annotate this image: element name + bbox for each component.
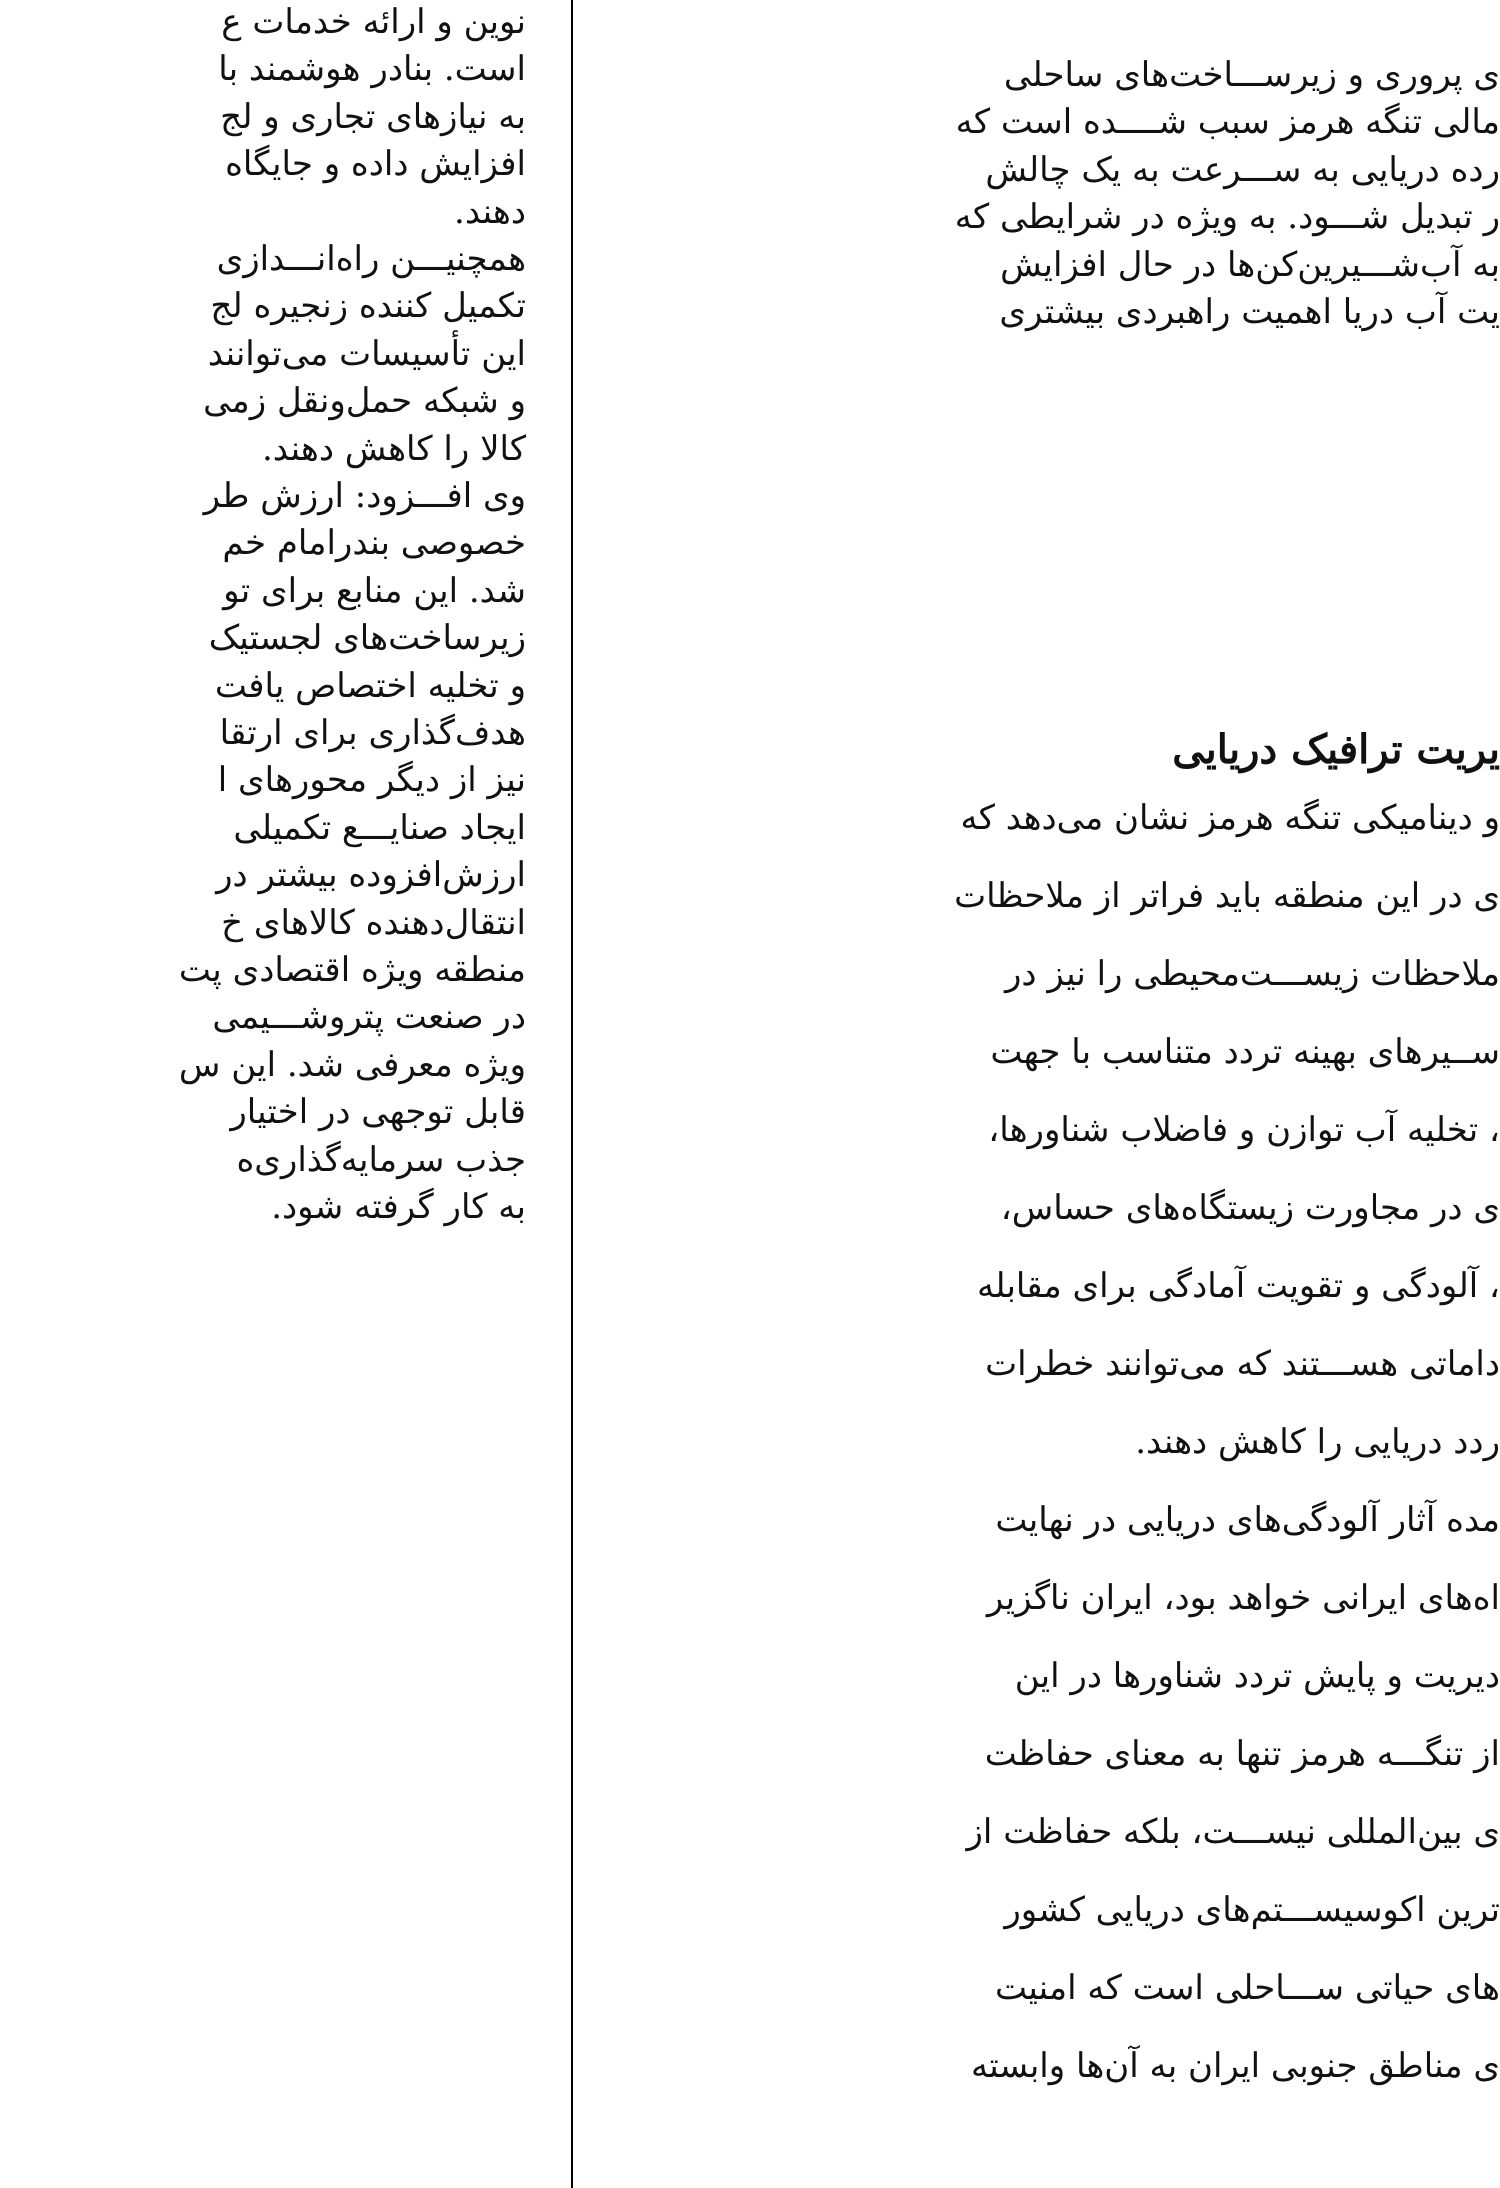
text-line: تکمیل کننده زنجیره لج — [210, 286, 526, 327]
text-line: همچنیـــن راه‌انـــدازی — [216, 239, 526, 279]
text-line: نوین و ارائه خدمات ع — [221, 2, 526, 42]
text-line: جذب سرمایه‌گذاری‌ه — [236, 1139, 526, 1180]
text-line: اه‌های ایرانی خواهد بود، ایران ناگزیر — [986, 1578, 1500, 1618]
text-line: ی بین‌المللی نیســـت، بلکه حفاظت از — [966, 1812, 1500, 1852]
text-line: دیریت و پایش تردد شناورها در این — [1014, 1656, 1500, 1696]
section-heading: یریت ترافیک دریایی — [1172, 726, 1500, 773]
text-line: مده آثار آلودگی‌های دریایی در نهایت — [995, 1500, 1500, 1540]
text-line: ســیرهای بهینه تردد متناسب با جهت — [990, 1032, 1500, 1072]
text-line: خصوصی بندرامام خم — [222, 523, 526, 564]
text-line: هدف‌گذاری برای ارتقا — [219, 713, 526, 753]
text-line: ر تبدیل شـــود. به ویژه در شرایطی که — [954, 197, 1500, 238]
text-line: انتقال‌دهنده کالاهای خ — [221, 902, 526, 943]
text-line: این تأسیسات می‌توانند — [207, 333, 526, 374]
text-line: ی پروری و زیرســـاخت‌های ساحلی — [1003, 55, 1500, 95]
text-line: رده دریایی به ســـرعت به یک چالش — [985, 149, 1500, 190]
text-line: ، تخلیه آب توازن و فاضلاب شناورها، — [988, 1110, 1500, 1150]
text-line: وی افـــزود: ارزش طر — [203, 476, 526, 516]
text-line: قابل توجهی در اختیار — [230, 1092, 526, 1133]
text-line: نیز از دیگر محورهای ا — [217, 760, 526, 801]
left-column — [0, 0, 571, 2188]
text-line: به نیازهای تجاری و لج — [220, 96, 526, 137]
text-line: ی در این منطقه باید فراتر از ملاحظات — [954, 876, 1500, 916]
text-line: داماتی هســـتند که می‌توانند خطرات — [985, 1344, 1500, 1384]
text-line: های حیاتی ســـاحلی است که امنیت — [994, 1968, 1500, 2008]
text-line: ارزش‌افزوده بیشتر در — [216, 855, 526, 896]
text-line: افزایش داده و جایگاه — [225, 144, 526, 185]
text-line: ردد دریایی را کاهش دهند. — [1135, 1422, 1500, 1462]
text-line: مالی تنگه هرمز سبب شــــده است که — [955, 102, 1500, 143]
text-line: و دینامیکی تنگه هرمز نشان می‌دهد که — [960, 798, 1500, 838]
text-line: کالا را کاهش دهند. — [261, 428, 526, 469]
text-line: دهند. — [454, 191, 526, 232]
text-line: است. بنادر هوشمند با — [218, 49, 526, 90]
text-line: شد. این منابع برای تو — [223, 570, 526, 611]
text-line: ملاحظات زیســـت‌محیطی را نیز در — [1004, 954, 1500, 994]
right-column — [572, 0, 1500, 2188]
text-line: منطقه ویژه اقتصادی پت — [178, 950, 526, 990]
text-line: از تنگـــه هرمز تنها به معنای حفاظت — [984, 1734, 1500, 1774]
text-line: زیرساخت‌های لجستیک — [208, 618, 526, 659]
text-line: در صنعت پتروشـــیمی — [212, 997, 526, 1038]
text-line: و شبکه حمل‌ونقل زمی — [203, 381, 526, 422]
text-line: ی در مجاورت زیستگاه‌های حساس، — [1000, 1188, 1500, 1228]
text-line: ، آلودگی و تقویت آمادگی برای مقابله — [976, 1266, 1500, 1306]
text-line: و تخلیه اختصاص یافت — [214, 665, 526, 706]
text-line: ایجاد صنایـــع تکمیلی — [233, 807, 526, 848]
text-line: به کار گرفته شود. — [271, 1187, 526, 1227]
text-line: یت آب دریا اهمیت راهبردی بیشتری — [999, 292, 1500, 332]
text-line: ویژه معرفی شد. این س — [178, 1044, 526, 1085]
text-line: به آب‌شـــیرین‌کن‌ها در حال افزایش — [1000, 244, 1500, 285]
text-line: ی مناطق جنوبی ایران به آن‌ها وابسته — [971, 2046, 1500, 2086]
text-line: ترین اکوسیســـتم‌های دریایی کشور — [1004, 1890, 1500, 1930]
